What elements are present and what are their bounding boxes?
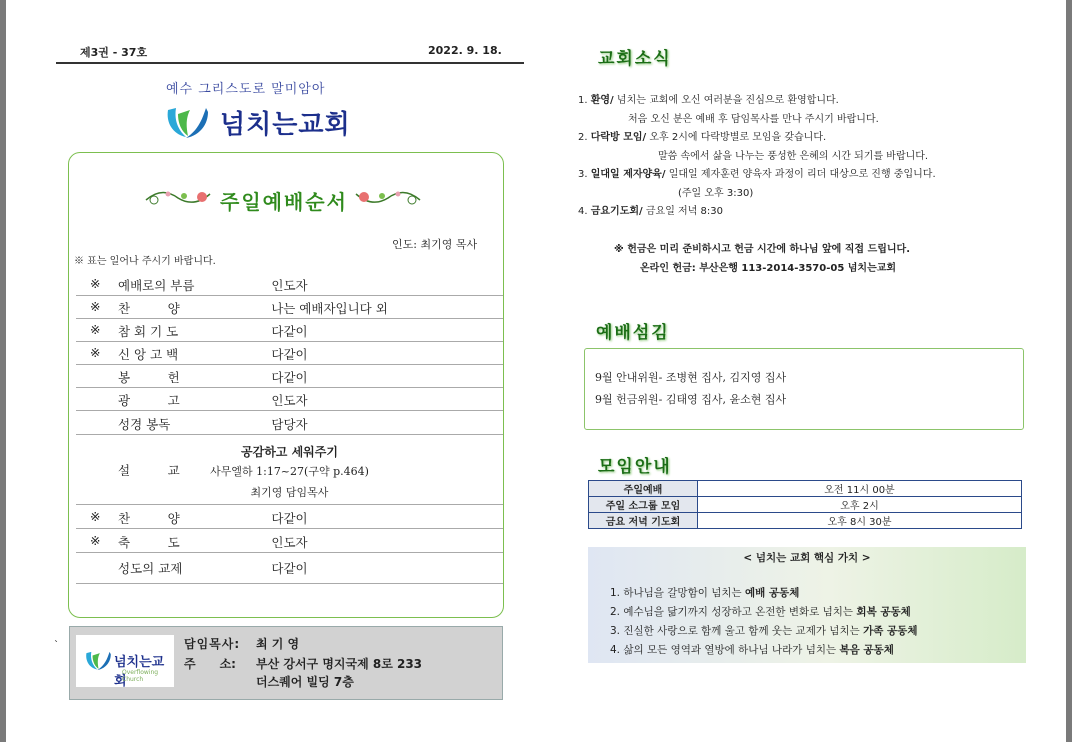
standing-mark: ※ [90,276,101,291]
order-item-detail: 다같이 [271,347,308,362]
core-bold: 가족 공동체 [863,625,918,637]
volume-number: 제3권 - 37호 [80,46,148,59]
news-item [578,203,998,222]
church-logo-icon [164,104,210,142]
footer-logo [76,635,174,687]
news-label: 다락방 모임/ [590,132,647,143]
order-item-detail: 다같이 [271,370,308,385]
meeting-name: 금요 저녁 기도회 [589,513,698,529]
sermon-label: 설 교 [118,463,180,478]
news-text: 오후 2시에 다락방별로 모임을 갖습니다. [649,132,827,143]
footer-logo-sub: Overflowing Church [122,669,159,683]
standing-mark: ※ [90,299,101,314]
address-label: 주 소: [184,657,236,671]
table-row [589,481,1022,497]
meeting-name: 주일 소그룹 모임 [589,497,698,513]
order-item-name: 참 회 기 도 [118,324,179,339]
standing-mark: ※ [90,322,101,337]
order-item-name: 광 고 [118,393,180,408]
news-title: 교회소식 [598,49,672,69]
flower-ornament-right-icon [352,184,422,210]
service-line: 9월 안내위원- 조병현 집사, 김지영 집사 [595,371,787,384]
news-item [578,92,998,111]
flower-ornament-left-icon [144,184,214,210]
core-text: 삶의 모든 영역과 열방에 하나님 나라가 넘치는 [623,644,837,656]
order-item-name: 찬 양 [118,301,180,316]
meeting-name: 주일예배 [589,481,698,497]
address-line1: 부산 강서구 명지국제 8로 233 [256,657,423,671]
order-item-detail: 다같이 [271,561,308,576]
standing-note: ※ 표는 일어나 주시기 바랍니다. [74,256,216,267]
news-item [578,166,998,185]
leader-text: 인도: 최기영 목사 [392,238,478,251]
core-text: 진실한 사랑으로 함께 울고 함께 웃는 교제가 넘치는 [623,625,860,637]
order-item-name: 축 도 [118,535,180,550]
order-row [76,553,503,584]
service-line: 9월 헌금위원- 김태영 집사, 윤소현 집사 [595,393,787,406]
core-num: 3. [610,625,621,637]
order-item-name: 찬 양 [118,511,180,526]
sermon-scripture: 사무엘하 1:17~27(구약 p.464) [210,465,369,478]
order-item-name: 봉 헌 [118,370,180,385]
core-value-item [610,604,911,619]
news-num: 1. [578,95,588,106]
header-rule [56,62,524,64]
news-cont: (주일 오후 3:30) [678,187,754,199]
standing-mark: ※ [90,533,101,548]
core-bold: 회복 공동체 [856,606,911,618]
online-offering: 온라인 헌금: 부산은행 113-2014-3570-05 넘치는교회 [640,263,897,274]
address-line2: 더스퀘어 빌딩 7층 [256,675,354,689]
news-label: 환영/ [590,95,614,106]
meeting-time: 오전 11시 00분 [698,481,1022,497]
core-bold: 복음 공동체 [839,644,894,656]
order-item-detail: 인도자 [271,393,308,408]
news-cont: 말씀 속에서 삶을 나누는 풍성한 은혜의 시간 되기를 바랍니다. [658,150,929,162]
news-num: 2. [578,132,588,143]
order-row [76,319,503,342]
order-item-detail: 나는 예배자입니다 외 [271,301,388,316]
core-num: 1. [610,587,621,599]
core-num: 2. [610,606,621,618]
core-value-item [610,585,799,600]
order-item-detail: 다같이 [271,511,308,526]
order-row [76,342,503,365]
core-value-item [610,623,917,638]
core-values-box [588,547,1026,663]
order-item-detail: 인도자 [271,535,308,550]
sermon-title: 공감하고 세워주기 [241,445,338,459]
order-row [76,388,503,411]
news-list [578,92,998,222]
footer-logo-text: 넘치는교회 [114,655,165,689]
meeting-time: 오후 2시 [698,497,1022,513]
meetings-title: 모임안내 [598,457,672,477]
core-text: 하나님을 갈망함이 넘치는 [623,587,742,599]
order-row [76,411,503,435]
service-box [584,348,1024,430]
order-item-detail: 담당자 [271,417,308,432]
news-num: 3. [578,169,588,180]
table-row [589,497,1022,513]
pastor-name: 최 기 영 [256,637,300,651]
order-row [76,505,503,529]
news-cont: 처음 오신 분은 예배 후 담임목사를 만나 주시기 바랍니다. [628,113,879,125]
news-num: 4. [578,206,588,217]
order-item-detail: 다같이 [271,324,308,339]
order-row [76,529,503,553]
issue-date: 2022. 9. 18. [428,44,502,57]
offering-note: ※ 헌금은 미리 준비하시고 헌금 시간에 하나님 앞에 직접 드립니다. [614,244,911,255]
core-value-item [610,642,894,657]
sermon-row [76,435,503,505]
worship-order-title: 주일예배순서 [220,190,348,214]
pastor-label: 담임목사: [184,637,241,651]
footer-info-box [69,626,503,700]
order-item-name: 예배로의 부름 [118,278,195,293]
order-item-name: 성도의 교제 [118,561,183,576]
order-row [76,273,503,296]
meetings-table [588,480,1022,529]
order-row [76,365,503,388]
sermon-preacher: 최기영 담임목사 [250,486,329,499]
news-label: 금요기도회/ [590,206,643,217]
order-item-detail: 인도자 [271,278,308,293]
order-item-name: 신 앙 고 백 [118,347,179,362]
order-item-name: 성경 봉독 [118,417,171,432]
service-title: 예배섬김 [596,323,670,343]
order-row [76,296,503,319]
news-label: 일대일 제자양육/ [590,169,666,180]
church-name: 넘치는교회 [220,110,351,140]
core-bold: 예배 공동체 [744,587,800,599]
news-text: 금요일 저녁 8:30 [645,206,723,217]
bulletin-page [6,0,1066,742]
news-text: 일대일 제자훈련 양육자 과정이 리더 대상으로 진행 중입니다. [668,169,936,180]
news-item [578,129,998,148]
standing-mark: ※ [90,345,101,360]
core-text: 예수님을 닮기까지 성장하고 온전한 변화로 넘치는 [623,606,854,618]
meeting-time: 오후 8시 30분 [698,513,1022,529]
stray-mark: ` [54,640,59,651]
subtitle: 예수 그리스도로 말미암아 [166,82,326,97]
core-values-title: < 넘치는 교회 핵심 가치 > [743,552,871,564]
footer-logo-icon [84,649,112,673]
table-row [589,513,1022,529]
news-text: 넘치는 교회에 오신 여러분을 진심으로 환영합니다. [616,95,839,106]
standing-mark: ※ [90,509,101,524]
core-num: 4. [610,644,621,656]
